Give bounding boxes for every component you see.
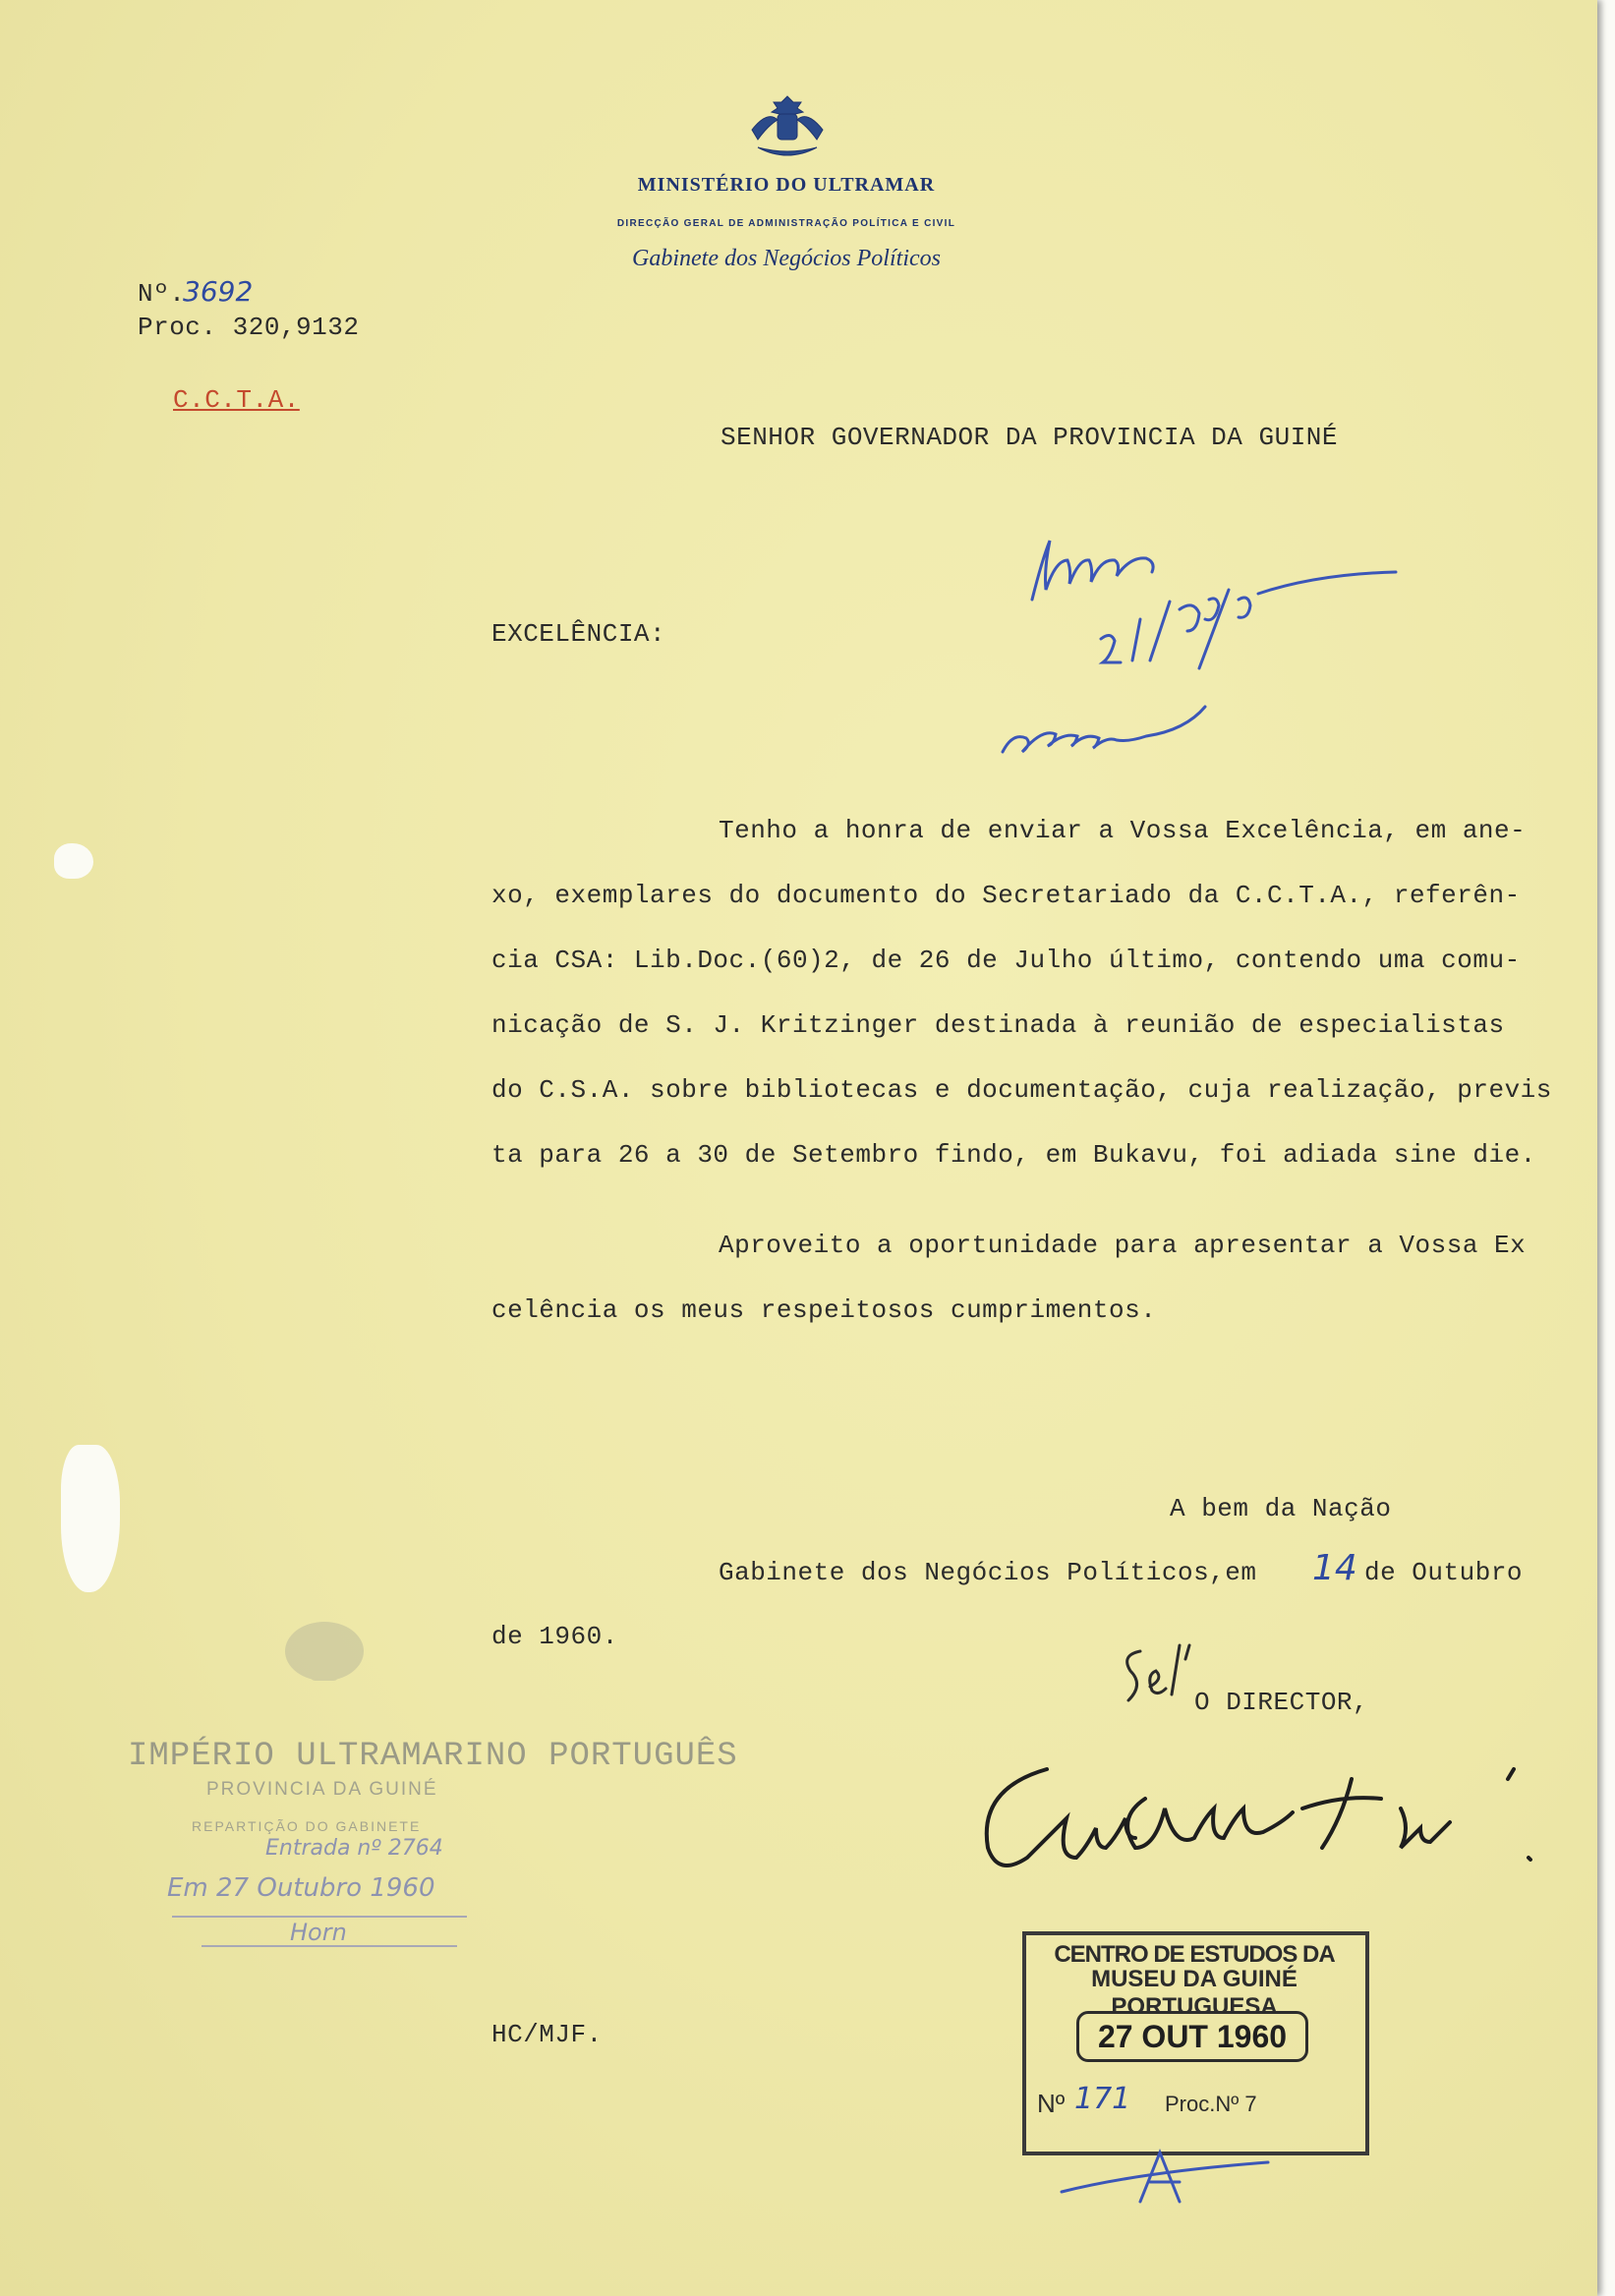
number-label: Nº. [138,279,186,309]
body-line: do C.S.A. sobre bibliotecas e documentação, cuja realização, previs [491,1075,1552,1105]
registry-date: Em 27 Outubro 1960 [167,1873,435,1903]
museum-stamp-proc: Proc.Nº 7 [1165,2092,1257,2116]
body-line: nicação de S. J. Kritzinger destinada à reunião de especialistas [491,1010,1505,1040]
director-title: O DIRECTOR, [1194,1688,1369,1717]
body-line: Tenho a honra de enviar a Vossa Excelência, em ane- [719,816,1527,845]
office-name: Gabinete dos Negócios Políticos [632,246,941,271]
registry-initials: Horn [290,1919,347,1946]
coat-of-arms-icon [742,90,833,161]
handwritten-day: 14 [1312,1548,1357,1588]
typist-initials: HC/MJF. [491,2020,603,2049]
registry-underline [162,1907,477,1956]
signature-scribble [978,1750,1548,1887]
registry-stamp-department: REPARTIÇÃO DO GABINETE [192,1818,422,1834]
museum-stamp-number: 171 [1074,2082,1131,2116]
registry-entry: Entrada nº 2764 [265,1836,443,1861]
closing-formula: A bem da Nação [1170,1494,1392,1523]
body-line: ta para 26 a 30 de Setembro findo, em Bukavu, foi adiada sine die. [491,1140,1536,1170]
directorate-line: DIRECÇÃO GERAL DE ADMINISTRAÇÃO POLÍTICA E CIVIL [616,218,956,229]
registry-stamp-province: PROVINCIA DA GUINÉ [206,1779,438,1800]
punch-hole [61,1445,120,1592]
process-reference: Proc. 320,9132 [138,313,360,342]
museum-stamp-number-label: Nº [1037,2089,1066,2118]
body-line: celência os meus respeitosos cumprimentos. [491,1295,1157,1325]
body-line: cia CSA: Lib.Doc.(60)2, de 26 de Julho último, contendo uma comu- [491,946,1521,975]
registry-stamp-title: IMPÉRIO ULTRAMARINO PORTUGUÊS [128,1738,738,1775]
salutation: EXCELÊNCIA: [491,619,666,649]
body-line: Aproveito a oportunidade para apresentar a Vossa Ex [719,1231,1527,1260]
month-text: de Outubro [1364,1558,1524,1587]
museum-stamp-date: 27 OUT 1960 [1076,2011,1308,2062]
ministry-title: MINISTÉRIO DO ULTRAMAR [637,174,936,196]
place-line: Gabinete dos Negócios Políticos,em [719,1558,1257,1587]
body-line: xo, exemplares do documento do Secretariado da C.C.T.A., referên- [491,881,1521,910]
handwritten-number: 3692 [183,275,254,308]
handwritten-annotation [973,491,1415,767]
museum-stamp-subtitle: MUSEU DA GUINÉ PORTUGUESA [1091,1966,1298,2020]
museum-stamp-scribble [1052,2143,1278,2211]
ccta-reference: C.C.T.A. [173,385,300,415]
handwritten-sel [1111,1641,1199,1720]
museum-stamp-title: CENTRO DE ESTUDOS DA [1054,1941,1335,1968]
page-edge [1597,0,1615,2296]
punch-hole [54,843,93,879]
addressee: SENHOR GOVERNADOR DA PROVINCIA DA GUINÉ [721,423,1338,452]
year-text: de 1960. [491,1622,618,1651]
